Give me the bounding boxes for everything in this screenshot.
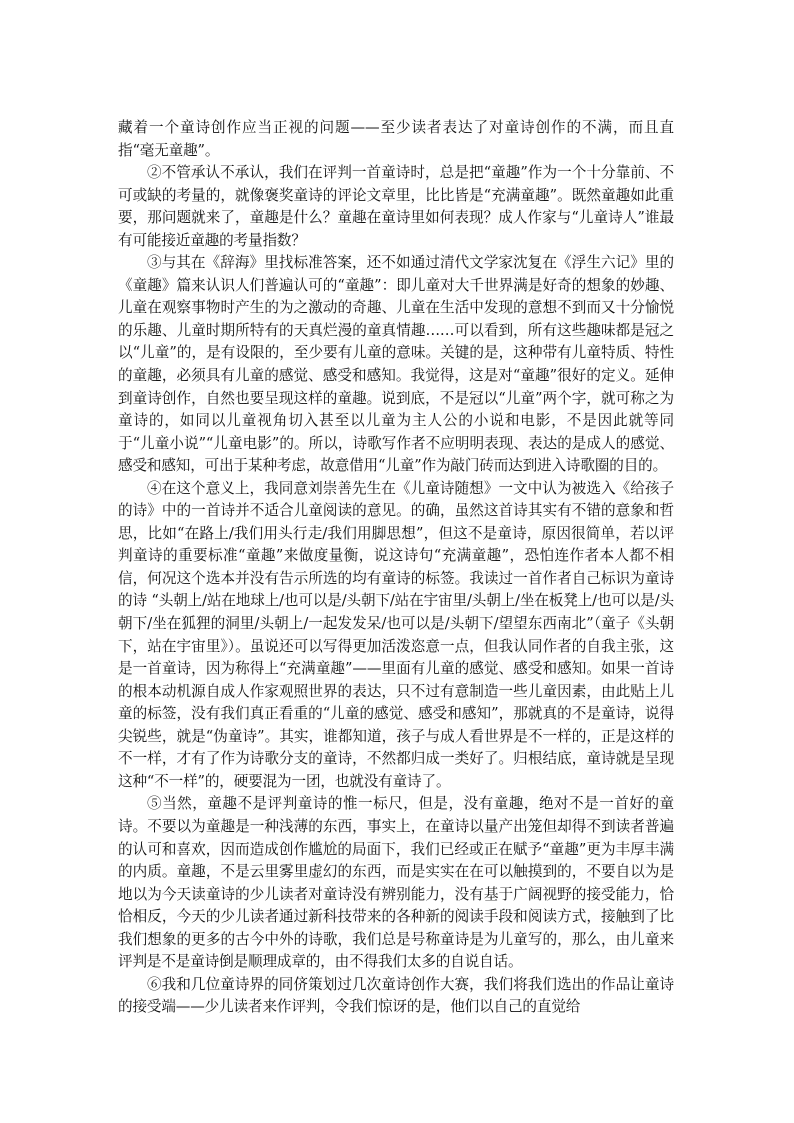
- paragraph-3: ③与其在《辞海》里找标准答案，还不如通过清代文学家沈复在《浮生六记》里的《童趣》篇来认识人们普遍认可的“童趣”：即儿童对大千世界满是好奇的想象的妙趣、儿童在观察事物时产生的为之激动的奇趣、儿童在生活中发现的意想不到而又十分愉悦的乐趣、儿童时期所特有的天真烂漫的童真情趣……可以看到，所有这些趣味都是冠之以“儿童”的，是有设限的，至少要有儿童的意味。关键的是，这种带有儿童特质、特性的童趣，必须具有儿童的感觉、感受和感知。我觉得，这是对“童趣”很好的定义。延伸到童诗创作，自然也要呈现这样的童趣。说到底，不是冠以“儿童”两个字，就可称之为童诗的，如同以儿童视角切入甚至以儿童为主人公的小说和电影，不是因此就等同于“儿童小说”“儿童电影”的。所以，诗歌写作者不应明明表现、表达的是成人的感觉、感受和感知，可出于某种考虑，故意借用“儿童”作为敲门砖而达到进入诗歌圈的目的。: [118, 254, 674, 475]
- paragraph-6: ⑥我和几位童诗界的同侪策划过几次童诗创作大赛，我们将我们选出的作品让童诗的接受端——少儿读者来作评判，令我们惊讶的是，他们以自己的直觉给: [118, 975, 674, 1016]
- paragraph-4: ④在这个意义上，我同意刘崇善先生在《儿童诗随想》一文中认为被选入《给孩子的诗》中的一首诗并不适合儿童阅读的意见。的确，虽然这首诗其实有不错的意象和哲思，比如“在路上/我们用头行走/我们用脚思想”，但这不是童诗，原因很简单，若以评判童诗的重要标准“童趣”来做度量衡，说这诗句“充满童趣”，恐怕连作者本人都不相信，何况这个选本并没有告示所选的均有童诗的标签。我读过一首作者自己标识为童诗的诗 “头朝上/站在地球上/也可以是/头朝下/站在宇宙里/头朝上/坐在板凳上/也可以是/头朝下/坐在狐狸的洞里/头朝上/一起发发呆/也可以是/头朝下/望望东西南北”（童子《头朝下，站在宇宙里》）。虽说还可以写得更加活泼恣意一点，但我认同作者的自我主张，这是一首童诗，因为称得上“充满童趣”——里面有儿童的感觉、感受和感知。如果一首诗的根本动机源自成人作家观照世界的表达，只不过有意制造一些儿童因素，由此贴上儿童的标签，没有我们真正看重的“儿童的感觉、感受和感知”，那就真的不是童诗，说得尖锐些，就是“伪童诗”。其实，谁都知道，孩子与成人看世界是不一样的，正是这样的不一样，才有了作为诗歌分支的童诗，不然都归成一类好了。归根结底，童诗就是呈现这种“不一样”的，硬要混为一团，也就没有童诗了。: [118, 479, 674, 790]
- paragraph-2: ②不管承认不承认，我们在评判一首童诗时，总是把“童趣”作为一个十分靠前、不可或缺的考量的，就像褒奖童诗的评论文章里，比比皆是“充满童趣”。既然童趣如此重要，那问题就来了，童趣是什么？童趣在童诗里如何表现？成人作家与“儿童诗人”谁最有可能接近童趣的考量指数？: [118, 164, 674, 249]
- document-page: [118, 117, 674, 1019]
- paragraph-1: 藏着一个童诗创作应当正视的问题——至少读者表达了对童诗创作的不满，而且直指“毫无童趣”。: [118, 119, 674, 159]
- paragraph-5: ⑤当然，童趣不是评判童诗的惟一标尺，但是，没有童趣，绝对不是一首好的童诗。不要以为童趣是一种浅薄的东西，事实上，在童诗以量产出笼但却得不到读者普遍的认可和喜欢，因而造成创作尴尬的局面下，我们已经或正在赋予“童趣”更为丰厚丰满的内质。童趣，不是云里雾里虚幻的东西，而是实实在在可以触摸到的，不要自以为是地以为今天读童诗的少儿读者对童诗没有辨别能力，没有基于广阔视野的接受能力，恰恰相反，今天的少儿读者通过新科技带来的各种新的阅读手段和阅读方式，接触到了比我们想象的更多的古今中外的诗歌，我们总是号称童诗是为儿童写的，那么，由儿童来评判是不是童诗倒是顺理成章的，由不得我们太多的自说自话。: [118, 795, 674, 971]
